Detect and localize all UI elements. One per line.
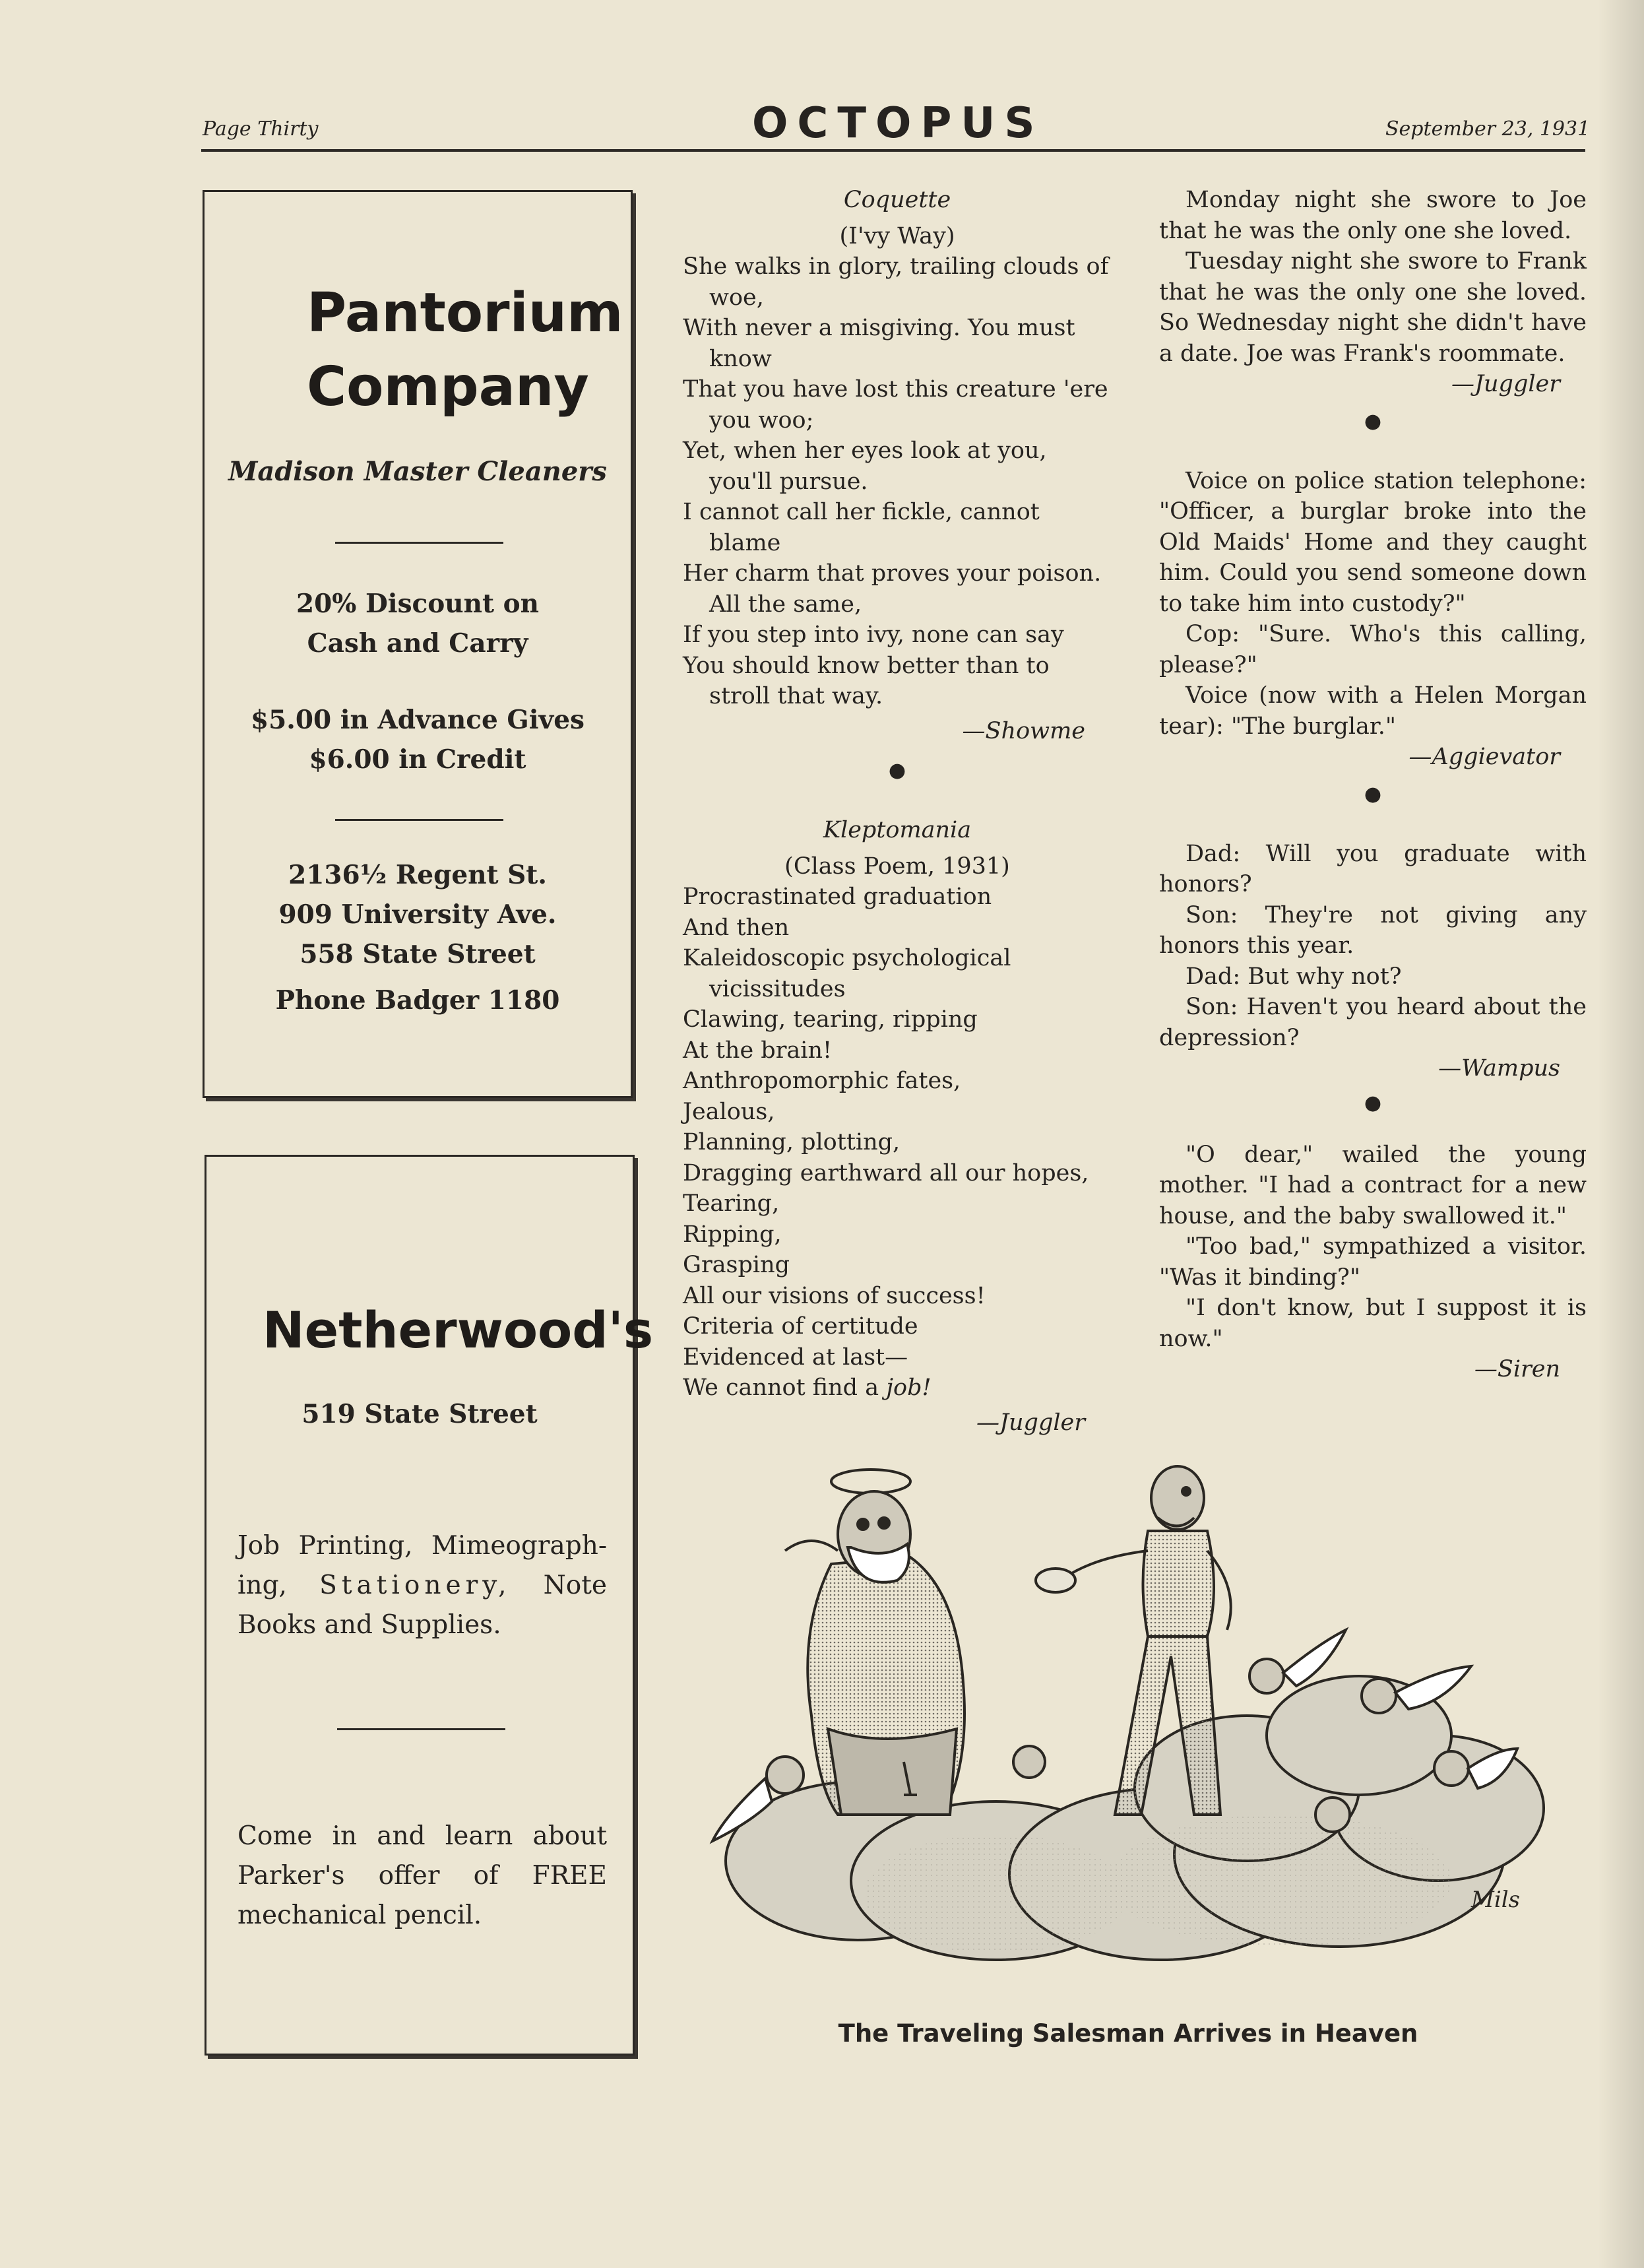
advance-line: $5.00 in Advance Gives: [251, 705, 585, 735]
page-edge-shadow: [1598, 0, 1644, 2268]
salesman-figure: [1036, 1466, 1231, 1815]
jokes-column: [1159, 185, 1587, 1385]
poem-line: Jealous,: [683, 1098, 775, 1125]
joke-credit: —Siren: [1474, 1356, 1560, 1382]
pantorium-phone: Phone Badger 1180: [275, 985, 560, 1016]
divider: [337, 1728, 505, 1730]
poem-line: Procrastinated graduation: [683, 884, 992, 910]
poem-line: You should know better than to stroll that way.: [683, 652, 1050, 709]
joke-credit: —Aggievator: [1408, 744, 1560, 770]
joke-paragraph: Voice (now with a Helen Morgan tear): "The burglar.": [1159, 682, 1587, 740]
poem-line: All our visions of success!: [683, 1282, 986, 1309]
pantorium-tagline: Madison Master Cleaners: [228, 456, 607, 487]
poem-line: Criteria of certitude: [683, 1313, 918, 1340]
poem-line: If you step into ivy, none can say: [683, 622, 1064, 648]
separator-bullet: ●: [888, 759, 906, 782]
pantorium-name-line1: Pantorium: [307, 282, 623, 344]
saint-peter-figure: [785, 1470, 964, 1815]
joke-paragraph: Monday night she swore to Joe that he was the only one she loved.: [1159, 187, 1587, 244]
joke-paragraph: "Too bad," sympathized a visitor. "Was it binding?": [1159, 1233, 1587, 1291]
poem-line: Planning, plotting,: [683, 1129, 901, 1155]
discount-offer: [205, 584, 631, 663]
separator-bullet: ●: [1364, 1091, 1382, 1115]
divider: [335, 819, 503, 821]
poem-line: Anthropomorphic fates,: [683, 1068, 961, 1094]
poem-line: Clawing, tearing, ripping: [683, 1006, 978, 1033]
netherwood-offer: Come in and learn about Parker's offer of FREE mechanical pencil.: [237, 1821, 607, 1930]
separator-bullet: ●: [1364, 782, 1382, 806]
joke-paragraph: Voice on police station telephone: "Officer, a burglar broke into the Old Maids' Home and they caught him. Could you send someone down to take him into custody?": [1159, 467, 1587, 617]
hat-icon: [1036, 1569, 1075, 1592]
poem-line: Her charm that proves your poison. All the same,: [683, 560, 1102, 618]
joke-credit: —Juggler: [1451, 371, 1560, 397]
cartoonist-signature: Mils: [1471, 1887, 1521, 1913]
netherwood-address: 519 State Street: [301, 1399, 538, 1429]
joke-paragraph: "I don't know, but I suppost it is now.": [1159, 1295, 1587, 1352]
halo-icon: [831, 1470, 910, 1493]
page-number: Page Thirty: [203, 117, 319, 141]
poem-line: Yet, when her eyes look at you, you'll pursue.: [683, 437, 1047, 495]
joke-paragraph: "O dear," wailed the young mother. "I had a contract for a new house, and the baby swallowed it.": [1159, 1141, 1587, 1229]
poem-line: At the brain!: [683, 1037, 833, 1064]
poem-line: Ripping,: [683, 1221, 782, 1248]
poem-subtitle: (I'vy Way): [839, 222, 955, 249]
poem-line: That you have lost this creature 'ere you woo;: [683, 376, 1108, 434]
joke-paragraph: Son: Haven't you heard about the depression?: [1159, 994, 1587, 1051]
joke-paragraph: Son: They're not giving any honors this year.: [1159, 901, 1587, 959]
joke-paragraph: Dad: But why not?: [1186, 963, 1402, 990]
advance-line: $6.00 in Credit: [309, 744, 526, 775]
poem-title: Kleptomania: [823, 817, 972, 843]
joke-paragraph: Tuesday night she swore to Frank that he was the only one she loved. So Wednesday night she didn't have a date. Joe was Frank's roommate.: [1159, 248, 1587, 367]
poem-title: Coquette: [843, 187, 951, 213]
address-line: 558 State Street: [300, 939, 536, 969]
divider: [335, 542, 503, 544]
services-text: Stationery,: [319, 1571, 511, 1600]
pantorium-name-line2: Company: [307, 356, 589, 418]
poem-line: Tearing,: [683, 1190, 780, 1217]
advance-offer: [205, 700, 631, 779]
poem-line: She walks in glory, trailing clouds of woe,: [683, 253, 1109, 311]
poem-line: And then: [683, 914, 790, 941]
poem-line: Kaleidoscopic psychological vicissitudes: [683, 945, 1011, 1002]
poem-line: Dragging earthward all our hopes,: [683, 1159, 1089, 1186]
joke-paragraph: Cop: "Sure. Who's this calling, please?": [1159, 621, 1587, 678]
cartoon-caption: The Traveling Salesman Arrives in Heaven: [838, 2019, 1418, 2048]
poem-credit: —Showme: [962, 717, 1085, 744]
poem-credit: —Juggler: [976, 1409, 1085, 1436]
pantorium-ad: [203, 190, 633, 1098]
joke-credit: —Wampus: [1438, 1055, 1560, 1082]
poem-line: Grasping: [683, 1252, 790, 1278]
address-line: 2136½ Regent St.: [288, 860, 547, 890]
discount-line: 20% Discount on: [296, 589, 539, 619]
poem-line: Evidenced at last—: [683, 1344, 908, 1371]
poem-body: [683, 251, 1112, 712]
header-rule: [201, 149, 1585, 152]
poems-column: [683, 185, 1112, 1438]
pantorium-name: [307, 276, 623, 424]
poem-line: I cannot call her fickle, cannot blame: [683, 499, 1040, 556]
services-text: Note Books and Supplies.: [237, 1571, 607, 1640]
services-text: Job Printing, Mimeograph-ing,: [237, 1531, 607, 1600]
poem-line: [683, 1373, 1112, 1404]
netherwood-name: Netherwood's: [263, 1301, 654, 1359]
address-line: 909 University Ave.: [278, 899, 557, 930]
issue-date: September 23, 1931: [1385, 117, 1591, 141]
poem-line-emphasis: job!: [886, 1375, 932, 1401]
salesman-in-heaven-cartoon: [686, 1419, 1587, 1999]
netherwood-services: [237, 1526, 607, 1645]
poem-subtitle: (Class Poem, 1931): [784, 853, 1010, 880]
discount-line: Cash and Carry: [307, 628, 528, 659]
poem-line: With never a misgiving. You must know: [683, 315, 1075, 372]
magazine-title: OCTOPUS: [752, 99, 1044, 148]
netherwood-ad: [205, 1155, 654, 2056]
separator-bullet: ●: [1364, 409, 1382, 433]
joke-paragraph: Dad: Will you graduate with honors?: [1159, 840, 1587, 897]
poem-body: [683, 882, 1112, 1404]
pantorium-addresses: [205, 855, 631, 974]
poem-line-text: We cannot find a: [683, 1375, 879, 1401]
